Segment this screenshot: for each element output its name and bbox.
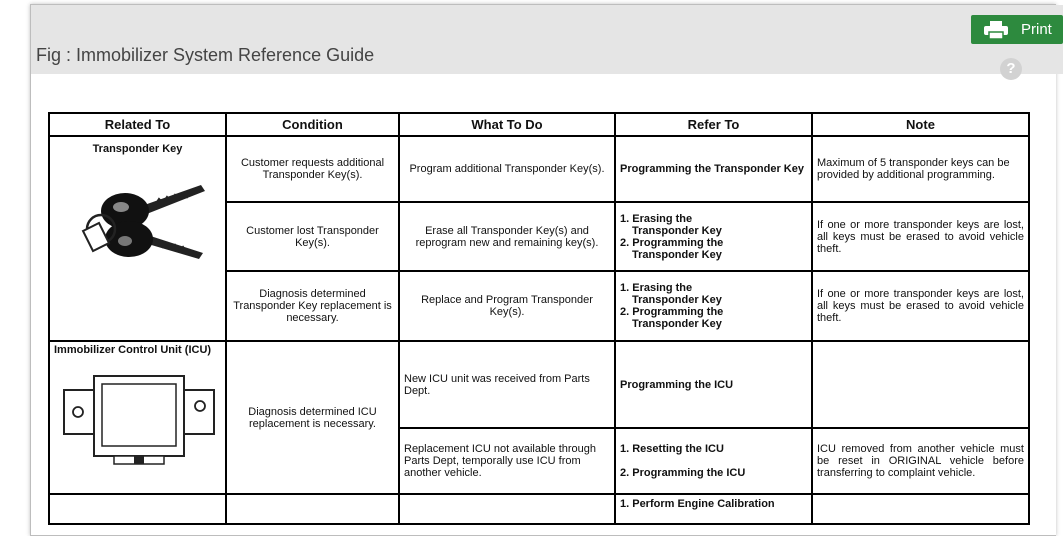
table-row <box>49 136 1029 202</box>
refer-line: 2. Programming the <box>620 236 724 249</box>
note-cell <box>812 341 1029 428</box>
note-cell: If one or more transponder keys are lost, all keys must be erased to avoid vehicle theft. <box>812 202 1029 271</box>
action-cell: New ICU unit was received from Parts Dept. <box>399 341 615 428</box>
figure-title: Fig : Immobilizer System Reference Guide <box>36 45 375 65</box>
refer-line: 1. Erasing the <box>620 282 693 294</box>
printer-icon <box>984 21 1008 39</box>
action-cell: Replacement ICU not available through Parts Dept, temporally use ICU from another vehicle. <box>399 428 615 494</box>
refer-line: Transponder Key <box>632 248 722 261</box>
print-label: Print <box>1021 21 1052 38</box>
header-note: Note <box>812 113 1029 136</box>
refer-line: Programming the Transponder Key <box>620 163 804 175</box>
related-title: Transponder Key <box>92 143 183 155</box>
action-cell: Erase all Transponder Key(s) and reprogram new and remaining key(s). <box>399 202 615 271</box>
table-row <box>49 341 1029 428</box>
header-condition: Condition <box>226 113 399 136</box>
refer-line: 2. Programming the <box>620 306 724 318</box>
refer-cell <box>615 202 812 271</box>
refer-line: Transponder Key <box>632 318 722 330</box>
refer-line: Programming the ICU <box>620 378 734 391</box>
related-transponder-key <box>49 136 226 341</box>
refer-line: 2. Programming the ICU <box>620 467 746 479</box>
related-title: Immobilizer Control Unit (ICU) <box>54 344 212 356</box>
note-cell: If one or more transponder keys are lost, all keys must be erased to avoid vehicle theft. <box>812 271 1029 341</box>
refer-line: Transponder Key <box>632 224 722 237</box>
refer-cell-partial: 1. Perform Engine Calibration <box>615 494 812 524</box>
refer-line: 1. Erasing the <box>620 212 693 225</box>
header-related-to: Related To <box>49 113 226 136</box>
refer-cell <box>615 341 812 428</box>
refer-line: Transponder Key <box>632 294 722 306</box>
transponder-key-icon <box>63 169 213 279</box>
help-icon[interactable]: ? <box>1000 58 1022 80</box>
table-header-row <box>49 113 1029 136</box>
icu-module-icon <box>54 370 224 470</box>
refer-line: 1. Resetting the ICU <box>620 443 724 455</box>
reference-table <box>48 112 1030 525</box>
condition-cell: Customer lost Transponder Key(s). <box>226 202 399 271</box>
note-cell: ICU removed from another vehicle must be reset in ORIGINAL vehicle before transferring to complaint vehicle. <box>812 428 1029 494</box>
print-button[interactable] <box>971 15 1063 44</box>
header-refer-to: Refer To <box>615 113 812 136</box>
refer-cell <box>615 136 812 202</box>
condition-cell: Diagnosis determined ICU replacement is necessary. <box>226 341 399 494</box>
condition-cell: Diagnosis determined Transponder Key replacement is necessary. <box>226 271 399 341</box>
header-what-to-do: What To Do <box>399 113 615 136</box>
note-cell: Maximum of 5 transponder keys can be provided by additional programming. <box>812 136 1029 202</box>
action-cell: Program additional Transponder Key(s). <box>399 136 615 202</box>
condition-cell: Customer requests additional Transponder Key(s). <box>226 136 399 202</box>
action-cell: Replace and Program Transponder Key(s). <box>399 271 615 341</box>
related-icu <box>49 341 226 494</box>
refer-cell <box>615 428 812 494</box>
refer-cell <box>615 271 812 341</box>
